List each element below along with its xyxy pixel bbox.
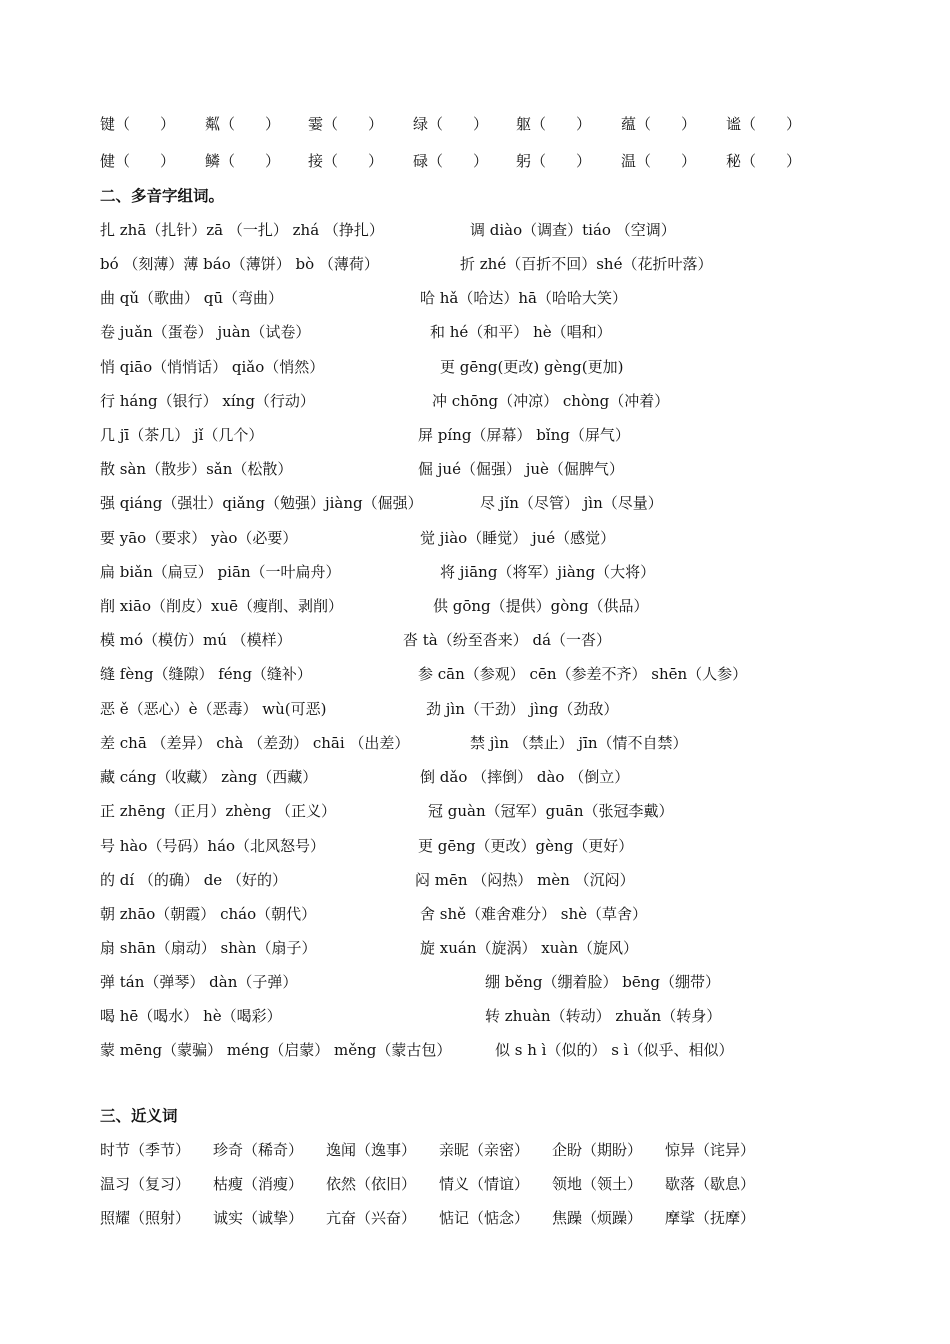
polyphone-left: 强 qiáng（强壮）qiǎng（勉强）jiàng（倔强） [100, 494, 423, 512]
synonym-pair: 亲昵（亲密） [439, 1141, 530, 1159]
polyphone-left: 扁 biǎn（扁豆） piān（一叶扁舟） [100, 563, 341, 581]
polyphone-left: 恶 ě（恶心）è（恶毒） wù(可恶) [100, 700, 327, 718]
polyphone-right: 绷 běng（绷着脸） bēng（绷带） [485, 973, 721, 991]
polyphone-row [100, 252, 712, 276]
polyphone-left: 扎 zhā（扎针）zā （一扎） zhá （挣扎） [100, 221, 384, 239]
polyphone-right: 冲 chōng（冲凉） chòng（冲着） [432, 392, 670, 410]
synonym-pair: 企盼（期盼） [552, 1141, 643, 1159]
char-cell: 蕴（ ） [621, 115, 697, 133]
char-cell: 碌（ ） [413, 152, 489, 170]
polyphone-row [100, 731, 688, 755]
synonym-row [100, 1206, 778, 1230]
polyphone-left: 几 jī（茶几） jǐ（几个） [100, 426, 264, 444]
synonym-pair: 枯瘦（消瘦） [213, 1175, 304, 1193]
polyphone-right: 转 zhuàn（转动） zhuǎn（转身） [485, 1007, 722, 1025]
polyphone-row [100, 526, 615, 550]
synonym-pair: 领地（领土） [552, 1175, 643, 1193]
polyphone-right: 沓 tà（纷至沓来） dá（一沓） [403, 631, 612, 649]
char-cell: 温（ ） [621, 152, 697, 170]
polyphone-row [100, 286, 627, 310]
polyphone-row [100, 970, 720, 994]
polyphone-right: 参 cān（参观） cēn（参差不齐） shēn（人参） [418, 665, 748, 683]
polyphone-right: 闷 mēn （闷热） mèn （沉闷） [415, 871, 635, 889]
synonym-pair: 惊异（诧异） [665, 1141, 756, 1159]
polyphone-row [100, 1004, 721, 1028]
polyphone-right: 供 gōng（提供）gòng（供品） [433, 597, 649, 615]
polyphone-left: 要 yāo（要求） yào（必要） [100, 529, 298, 547]
polyphone-right: 舍 shě（难舍难分） shè（草舍） [420, 905, 648, 923]
polyphone-right: 屏 píng（屏幕） bǐng（屏气） [418, 426, 630, 444]
polyphone-right: 倒 dǎo （摔倒） dào （倒立） [420, 768, 630, 786]
polyphone-left: 弹 tán（弹琴） dàn（子弹） [100, 973, 298, 991]
synonym-pair: 温习（复习） [100, 1175, 191, 1193]
char-row-1 [100, 112, 806, 136]
synonym-pair: 时节（季节） [100, 1141, 191, 1159]
polyphone-right: 冠 guàn（冠军）guān（张冠李戴） [428, 802, 674, 820]
synonym-pair: 焦躁（烦躁） [552, 1209, 643, 1227]
char-cell: 粼（ ） [205, 115, 281, 133]
polyphone-left: 蒙 mēng（蒙骗） méng（启蒙） měng（蒙古包） [100, 1041, 452, 1059]
synonym-pair: 惦记（惦念） [439, 1209, 530, 1227]
polyphone-left: 削 xiāo（削皮）xuē（瘦削、剥削） [100, 597, 343, 615]
polyphone-left: 散 sàn（散步）sǎn（松散） [100, 460, 293, 478]
synonym-pair: 亢奋（兴奋） [326, 1209, 417, 1227]
polyphone-left: 曲 qǔ（歌曲） qū（弯曲） [100, 289, 284, 307]
polyphone-left: bó （刻薄）薄 báo（薄饼） bò （薄荷） [100, 255, 379, 273]
char-cell: 鳞（ ） [205, 152, 281, 170]
polyphone-row [100, 355, 623, 379]
polyphone-row [100, 320, 612, 344]
polyphone-row [100, 491, 663, 515]
polyphone-row [100, 662, 747, 686]
polyphone-row [100, 389, 669, 413]
polyphone-right: 劲 jìn（干劲） jìng（劲敌） [426, 700, 619, 718]
polyphone-left: 悄 qiāo（悄悄话） qiǎo（悄然） [100, 358, 325, 376]
polyphone-left: 差 chā （差异） chà （差劲） chāi （出差） [100, 734, 410, 752]
polyphone-right: 更 gēng（更改）gèng（更好） [418, 837, 634, 855]
char-row-2 [100, 149, 806, 173]
synonym-pair: 情义（情谊） [439, 1175, 530, 1193]
polyphone-left: 卷 juǎn（蛋卷） juàn（试卷） [100, 323, 311, 341]
polyphone-left: 藏 cáng（收藏） zàng（西藏） [100, 768, 318, 786]
synonym-pair: 歇落（歇息） [665, 1175, 756, 1193]
synonym-pair: 依然（依旧） [326, 1175, 417, 1193]
synonym-pair: 摩挲（抚摩） [665, 1209, 756, 1227]
synonym-row [100, 1138, 778, 1162]
char-cell: 健（ ） [100, 152, 176, 170]
synonym-pair: 诚实（诚挚） [213, 1209, 304, 1227]
polyphone-right: 尽 jǐn（尽管） jìn（尽量） [480, 494, 663, 512]
polyphone-right: 觉 jiào（睡觉） jué（感觉） [420, 529, 616, 547]
polyphone-right: 似 s h ì（似的） s ì（似乎、相似） [495, 1041, 734, 1059]
polyphone-left: 扇 shān（扇动） shàn（扇子） [100, 939, 317, 957]
polyphone-row [100, 1038, 734, 1062]
synonym-row [100, 1172, 778, 1196]
char-cell: 键（ ） [100, 115, 176, 133]
polyphone-left: 号 hào（号码）háo（北风怒号） [100, 837, 326, 855]
polyphone-left: 缝 fèng（缝隙） féng（缝补） [100, 665, 312, 683]
char-cell: 谧（ ） [726, 115, 802, 133]
polyphone-row [100, 834, 633, 858]
polyphone-right: 哈 hǎ（哈达）hā（哈哈大笑） [420, 289, 627, 307]
polyphone-row [100, 594, 649, 618]
char-cell: 霎（ ） [308, 115, 384, 133]
polyphone-row [100, 902, 647, 926]
polyphone-right: 和 hé（和平） hè（唱和） [430, 323, 612, 341]
polyphone-row [100, 628, 611, 652]
synonym-pair: 珍奇（稀奇） [213, 1141, 304, 1159]
char-cell: 躬（ ） [516, 152, 592, 170]
synonym-pair: 逸闻（逸事） [326, 1141, 417, 1159]
polyphone-right: 更 gēng(更改) gèng(更加) [440, 358, 624, 376]
polyphone-left: 行 háng（银行） xíng（行动） [100, 392, 315, 410]
polyphone-row [100, 457, 624, 481]
polyphone-row [100, 799, 674, 823]
polyphone-row [100, 765, 629, 789]
polyphone-left: 喝 hē（喝水） hè（喝彩） [100, 1007, 282, 1025]
polyphone-row [100, 697, 618, 721]
polyphone-row [100, 218, 676, 242]
section-2-heading: 二、多音字组词。 [100, 186, 225, 205]
polyphone-row [100, 423, 630, 447]
polyphone-right: 将 jiāng（将军）jiàng（大将） [440, 563, 656, 581]
polyphone-row [100, 868, 635, 892]
char-cell: 绿（ ） [413, 115, 489, 133]
polyphone-right: 倔 jué（倔强） juè（倔脾气） [418, 460, 624, 478]
section-3-heading: 三、近义词 [100, 1106, 178, 1125]
char-cell: 接（ ） [308, 152, 384, 170]
polyphone-left: 正 zhēng（正月）zhèng （正义） [100, 802, 336, 820]
char-cell: 秘（ ） [726, 152, 802, 170]
polyphone-left: 的 dí （的确） de （好的） [100, 871, 287, 889]
polyphone-right: 旋 xuán（旋涡） xuàn（旋风） [420, 939, 638, 957]
polyphone-row [100, 936, 638, 960]
polyphone-left: 模 mó（模仿）mú （模样） [100, 631, 292, 649]
polyphone-left: 朝 zhāo（朝霞） cháo（朝代） [100, 905, 317, 923]
synonym-pair: 照耀（照射） [100, 1209, 191, 1227]
polyphone-right: 调 diào（调查）tiáo （空调） [470, 221, 676, 239]
polyphone-right: 禁 jìn （禁止） jīn（情不自禁） [470, 734, 688, 752]
char-cell: 躯（ ） [516, 115, 592, 133]
polyphone-row [100, 560, 655, 584]
polyphone-right: 折 zhé（百折不回）shé（花折叶落） [460, 255, 713, 273]
